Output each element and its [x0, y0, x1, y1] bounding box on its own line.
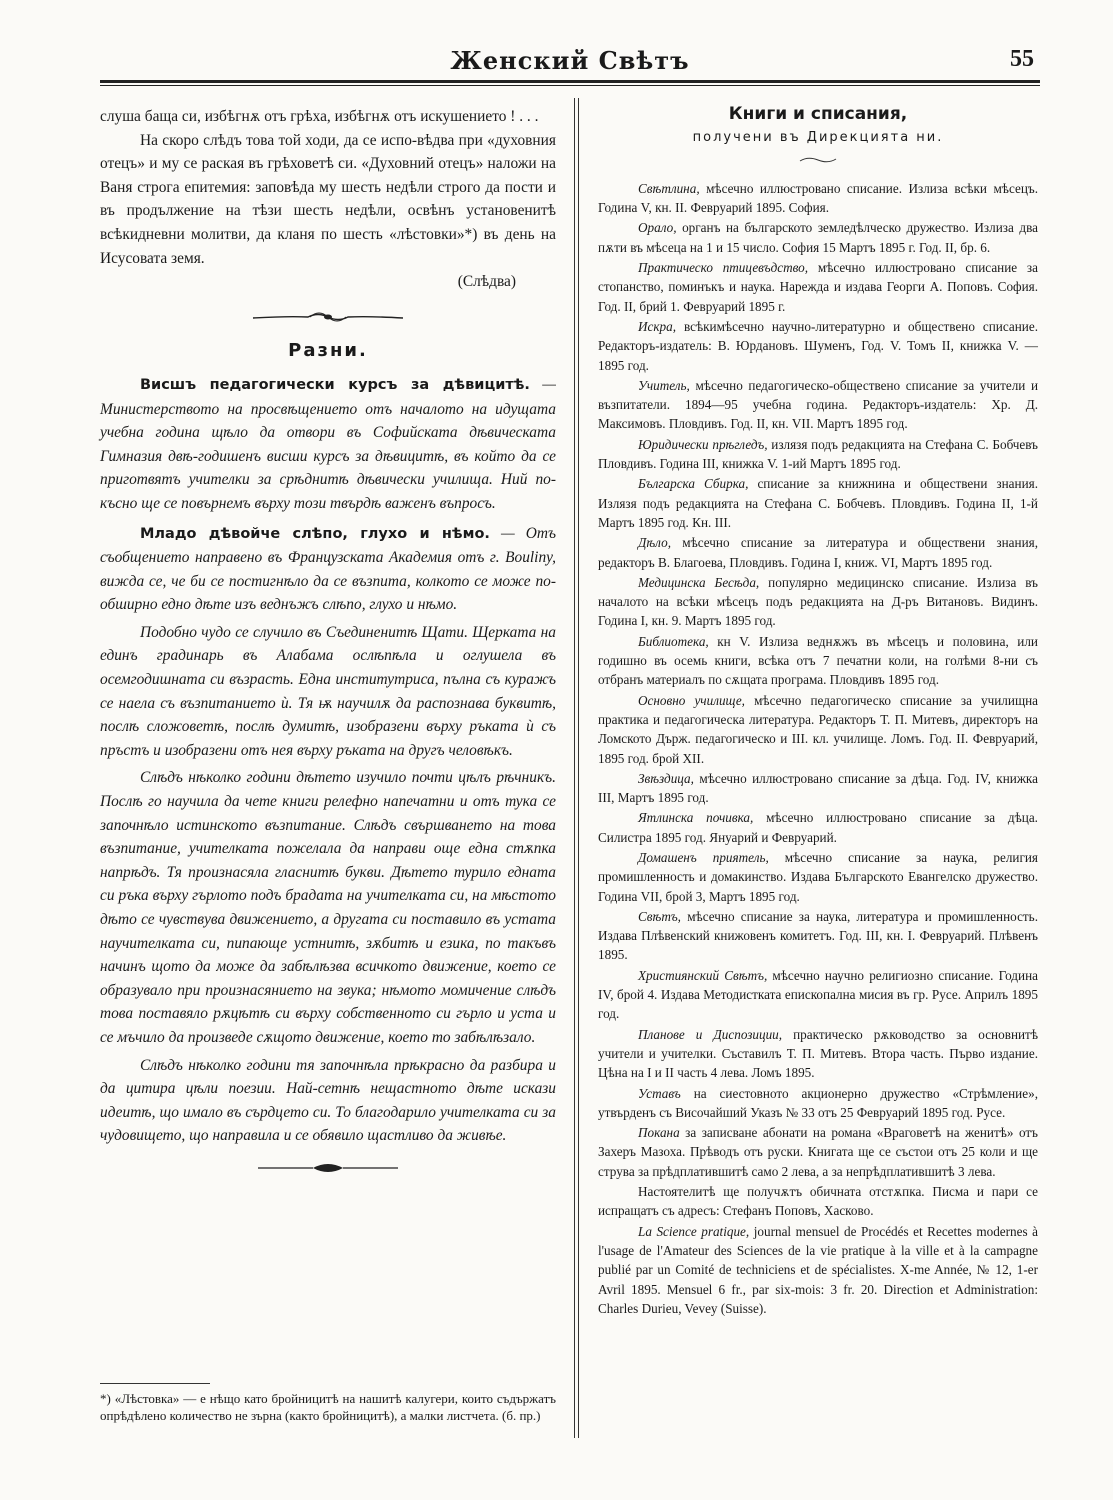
publication-description: мѣсечно иллюстровано списание за дѣца. Год. IV, книжка III, Мартъ 1895 год.	[598, 770, 1038, 806]
footnote	[100, 1390, 556, 1424]
publication-description: мѣсечно научно религиозно списание. Година IV, брой 4. Издава Методистката епископална мисия въ гр. Русе. Априлъ 1895 год.	[598, 967, 1038, 1022]
publication-name: Планове и Диспозиции,	[638, 1026, 783, 1042]
column-separator-left	[574, 98, 575, 1438]
journal-name: La Science pratique,	[638, 1223, 750, 1239]
publication-name: Дѣло,	[638, 535, 671, 551]
ornament-divider-icon	[100, 308, 556, 332]
list-item	[598, 218, 1038, 257]
publication-description: популярно медицинско списание. Излиза въ началото на всѣки мѣсецъ подъ редакцията на Д-ръ Витановъ. Видинъ. Година I, кн. 9. Мартъ 1895 год.	[598, 574, 1038, 629]
confession-text-a: На скоро слѣдъ това той ходи, да се испо-вѣдва при «духовния отецъ» и му се раская въ грѣховетѣ си. «Духовний отецъ» наложи на Ваня строга епитемия: заповѣда му шесть недѣли строго да пости и въ продължение на тѣзи шесть недѣли, освѣнъ установенитѣ всѣкидневни молитви, да кланя по шесть «лѣстовки»	[100, 131, 556, 243]
publication-name: Искра,	[638, 318, 677, 334]
list-item	[598, 474, 1038, 532]
footnote-text: «Лѣстовка» — е нѣщо като бройницитѣ на нашитѣ калугери, които съдържатъ опрѣдѣлено количество не зърна (както бройницитѣ), а малки листчета. (б. пр.)	[100, 1391, 556, 1423]
header-rule-thick	[100, 80, 1040, 83]
books-section-title: Книги и списания,	[728, 104, 908, 124]
list-item	[598, 769, 1038, 808]
list-item	[598, 573, 1038, 631]
publication-name: Основно училище,	[638, 692, 745, 708]
tilde-ornament-icon	[598, 150, 1038, 169]
publication-description: мѣсечно списание за наука, религия промишленность и домакинство. Издава Българското Евангелско дружество. Година VII, брой 3, Мартъ 1895 год.	[598, 849, 1038, 904]
masthead-title: Женский Свѣтъ	[450, 46, 690, 75]
publication-name: Християнский Свѣтъ,	[638, 967, 768, 983]
publication-description: кн V. Излиза веднѫжъ въ мѣсецъ и половина, или годишно въ осемь книги, всѣка отъ 7 печатни коли, на голѣми 8-ни съ отбранъ материалъ по сѫщата програма. Пловдивъ 1895 год.	[598, 633, 1038, 688]
left-column	[100, 105, 556, 1190]
list-item	[598, 632, 1038, 690]
publication-name: Свѣтлина,	[638, 180, 700, 196]
list-item	[598, 533, 1038, 572]
list-item	[598, 258, 1038, 316]
confession-text-b: въ день на Исусовата земя.	[100, 225, 556, 267]
publication-name: Ятлинска почивка,	[638, 810, 754, 826]
ornament-end-icon	[100, 1158, 556, 1182]
publication-name: Библиотека,	[638, 633, 709, 649]
publication-description: мѣсечно иллюстровано списание за стопанство, поминъкъ и наука. Нарежда и издава Георги А. Поповъ. София. Год. II, брий 1. Февруарий 1895 г.	[598, 260, 1038, 314]
footnote-mark: *)	[100, 1391, 111, 1406]
publication-description: мѣсечно педагогическо-обществено списание за учители и възпитатели. 1894—95 учебна година. Редакторъ-издатель: Хр. Д. Максимовъ. Пловдивъ. Год. II, кн. VII. Мартъ 1895 год.	[598, 377, 1038, 432]
footnote-rule	[100, 1383, 210, 1384]
list-item	[598, 966, 1038, 1024]
publication-name: Българска Сбирка,	[638, 476, 749, 492]
publication-description: излязя подъ редакцията на Стефана С. Бобчевъ Пловдивъ. Година III, книжка V. 1-ий Мартъ 1895 год.	[598, 436, 1038, 472]
publication-name: Звѣздица,	[638, 770, 694, 786]
publication-description: мѣсечно списание за наука, литература и промишленность. Издава Плѣвенский книжовенъ комитетъ. Год. III, кн. I. Февруарий. Плѣвенъ 1895.	[598, 908, 1038, 963]
list-item-science-pratique	[598, 1222, 1038, 1318]
continued-paragraph: слуша баща си, избѣгнѫ отъ грѣха, избѣгнѫ отъ искушението ! . . .	[100, 108, 539, 125]
list-item	[598, 848, 1038, 906]
list-item	[598, 1025, 1038, 1083]
list-item	[598, 907, 1038, 965]
publication-description: органъ на българското земледѣлческо дружество. Излиза два пѫти въ мѣсеца на 1 и 15 число. София 15 Мартъ 1895 г. Год. II, бр. 6.	[598, 220, 1038, 255]
publication-name: Уставъ	[638, 1085, 681, 1101]
article-paragraph: Слѣдъ нѣколко години дѣтето изучило почти цѣлъ рѣчникъ. Послѣ го научила да чете книги релефно напечатни и отъ тука се започнѣло истинското възпитание. Слѣдъ свършването на това възпитание, учителката пожелала да направи още една стѫпка напрѣдъ. Тя произнасяла гласнитѣ букви. Дѣтето турило едната си ръка върху гърлото подъ брадата на учителката си, на мѣстото дѣто се чувствува движението, а другата си поставило въ устата научителката си, пипающе устнитѣ, зѫбитѣ и езика, по такъвъ начинъ щото да може да забѣлѣзва всичкото движение, което се образувало при произнасянието на звука; нѣмото момичение слѣдъ това поставяло рѫцѣтѣ си върху собственното си гърло и уста и се мъчило да произведе сѫщото движение, което то забѣлѣзало.	[100, 769, 556, 1046]
right-column	[598, 105, 1038, 1319]
books-list	[598, 179, 1038, 1181]
confession-paragraph	[100, 129, 556, 271]
news-item-course-heading: Висшъ педагогически курсъ за дѣвицитѣ.	[140, 376, 530, 393]
article-paragraph: Слѣдъ нѣколко години тя започнѣла прѣкрасно да разбира и да цитира цѣли поезии. Най-сетнѣ нещастното дѣте искази идеитѣ, що имало въ сърдцето си. То благодарило учителката си за чудовището, що направила и се обявило щастливо да живѣе.	[100, 1056, 556, 1145]
publication-description: практическо рѫководство за основнитѣ учители и учителки. Съставилъ Т. П. Митевъ. Втора часть. Първо издание. Цѣна на I и II часть 4 лева. Ломъ 1895.	[598, 1026, 1038, 1081]
news-item-girl	[100, 522, 556, 617]
article-paragraph: Подобно чудо се случило въ Съединенитѣ Щати. Щерката на единъ градинарь въ Алабама ослѣпѣла и оглушела въ осемгодишната си възрасть. Една институтриса, пълна съ куражъ се наела съ възпитанието ѝ. Тя ѭ научилѫ да распознава буквитѣ, послѣ сложоветѣ, послѣ думитѣ, изобразени върху ръката ѝ съ пръстъ и изобразени отъ нея върху ръката на другъ человѣкъ.	[100, 623, 556, 759]
publication-description: мѣсечно педагогическо списание за училищна практика и педагогическа литература. Редакторъ Т. П. Митевъ, директоръ на Ломското Държ. педагогическо и III. кл. училище. Ломъ. Год. II. Февруарий, 1895 год. брой XII.	[598, 692, 1039, 766]
news-item-course	[100, 373, 556, 516]
publication-name: Юридически прѣгледъ,	[638, 436, 768, 452]
publication-name: Медицинска Бесѣда,	[638, 574, 760, 590]
list-item	[598, 179, 1038, 218]
list-item	[598, 691, 1038, 768]
publication-description: списание за книжнина и обществени знания. Излязя подъ редакцията на Стефана С. Бобчевъ. Пловдивъ. Година II, 1-й Мартъ 1895 год. Кн. III.	[598, 476, 1038, 530]
publication-name: Покана	[638, 1125, 680, 1141]
publication-description: за записване абонати на романа «Враговетѣ на женитѣ» отъ Захеръ Мазоха. Прѣводъ отъ руски. Книгата ще се състои отъ 25 коли и ще струва за прѣдплатившитѣ само 2 лева, а за непрѣдплатившитѣ 3 лева.	[598, 1125, 1038, 1179]
news-item-girl-heading: Младо дѣвойче слѣпо, глухо и нѣмо.	[140, 525, 490, 542]
news-item-course-body: — Министерството на просвѣщението отъ началото на идущата учебна година щѣло да отвори въ Софийската дѣвическата Гимназия двѣ-годишенъ висши курсъ за дѣвицитѣ, въ който да се приготвятъ учителки за срѣднитѣ дѣвически училища. Ний по-късно ще се повърнемъ върху този твърдѣ важенъ въпросъ.	[100, 375, 556, 512]
publication-name: Свѣтъ,	[638, 908, 681, 924]
publication-description: на сиестовното акционерно дружество «Стрѣмление», утвърденъ съ Височайший Указъ № 33 отъ 25 Февруарий 1895 год. Русе.	[598, 1085, 1038, 1120]
footnote-marker: *)	[464, 225, 478, 243]
page-number: 55	[1010, 46, 1034, 72]
column-separator-right	[578, 98, 579, 1438]
publication-name: Практическо птицевъдство,	[638, 260, 809, 276]
list-item	[598, 808, 1038, 847]
header-rule-thin	[100, 85, 1040, 86]
publication-name: Учитель,	[638, 377, 690, 393]
list-item	[598, 435, 1038, 474]
journal-description: journal mensuel de Procédés et Recettes modernes à l'usage de l'Amateur des Sciences de la vie pratique à la ville et à la campagne publié par un Comité de techniciens et de spécialistes. X-me Année, № 12, 1-er Avril 1895. Mensuel 6 fr., par six-mois: 3 fr. 20. Direction et Administration: Charles Durieu, Vevey (Suisse).	[598, 1223, 1038, 1316]
subscription-note: Настоятелитѣ ще получѫтъ обичната отстѫпка. Писма и пари се испращатъ съ адресъ: Стефанъ Поповъ, Хасково.	[598, 1184, 1038, 1219]
news-item-girl-body: — Отъ съобщението направено въ Французската Академия отъ г. Bouliny, вижда се, че би се постигнѣло да се възпита, колкото се може по-обширно едно дѣте изъ веднъжъ слѣпо, глухо и нѣмо.	[100, 524, 556, 614]
section-title-misc: Разни.	[288, 340, 368, 362]
publication-description: мѣсечно списание за литература и обществени знания, редакторъ В. Благоева, Пловдивъ. Година I, книж. VI, Мартъ 1895 год.	[598, 535, 1038, 570]
books-section-subtitle: получени въ Дирекцията ни.	[692, 130, 944, 146]
publication-description: мѣсечно иллюстровано списание за дѣца. Силистра 1895 год. Януарий и Февруарий.	[598, 810, 1038, 845]
list-item	[598, 1123, 1038, 1181]
list-item	[598, 1084, 1038, 1123]
list-item	[598, 317, 1038, 375]
to-be-continued: (Слѣдва)	[457, 273, 516, 291]
publication-name: Домашенъ приятель,	[638, 849, 769, 865]
list-item	[598, 376, 1038, 434]
publication-description: мѣсечно иллюстровано списание. Излиза всѣки мѣсецъ. Година V, кн. II. Февруарий 1895. София.	[598, 180, 1038, 216]
publication-description: всѣкимѣсечно научно-литературно и обществено списание. Редакторъ-издатель: В. Юрдановъ. Шуменъ, Год. V. Томъ II, книжка V. — 1895 год.	[598, 318, 1038, 373]
publication-name: Орало,	[638, 220, 677, 236]
